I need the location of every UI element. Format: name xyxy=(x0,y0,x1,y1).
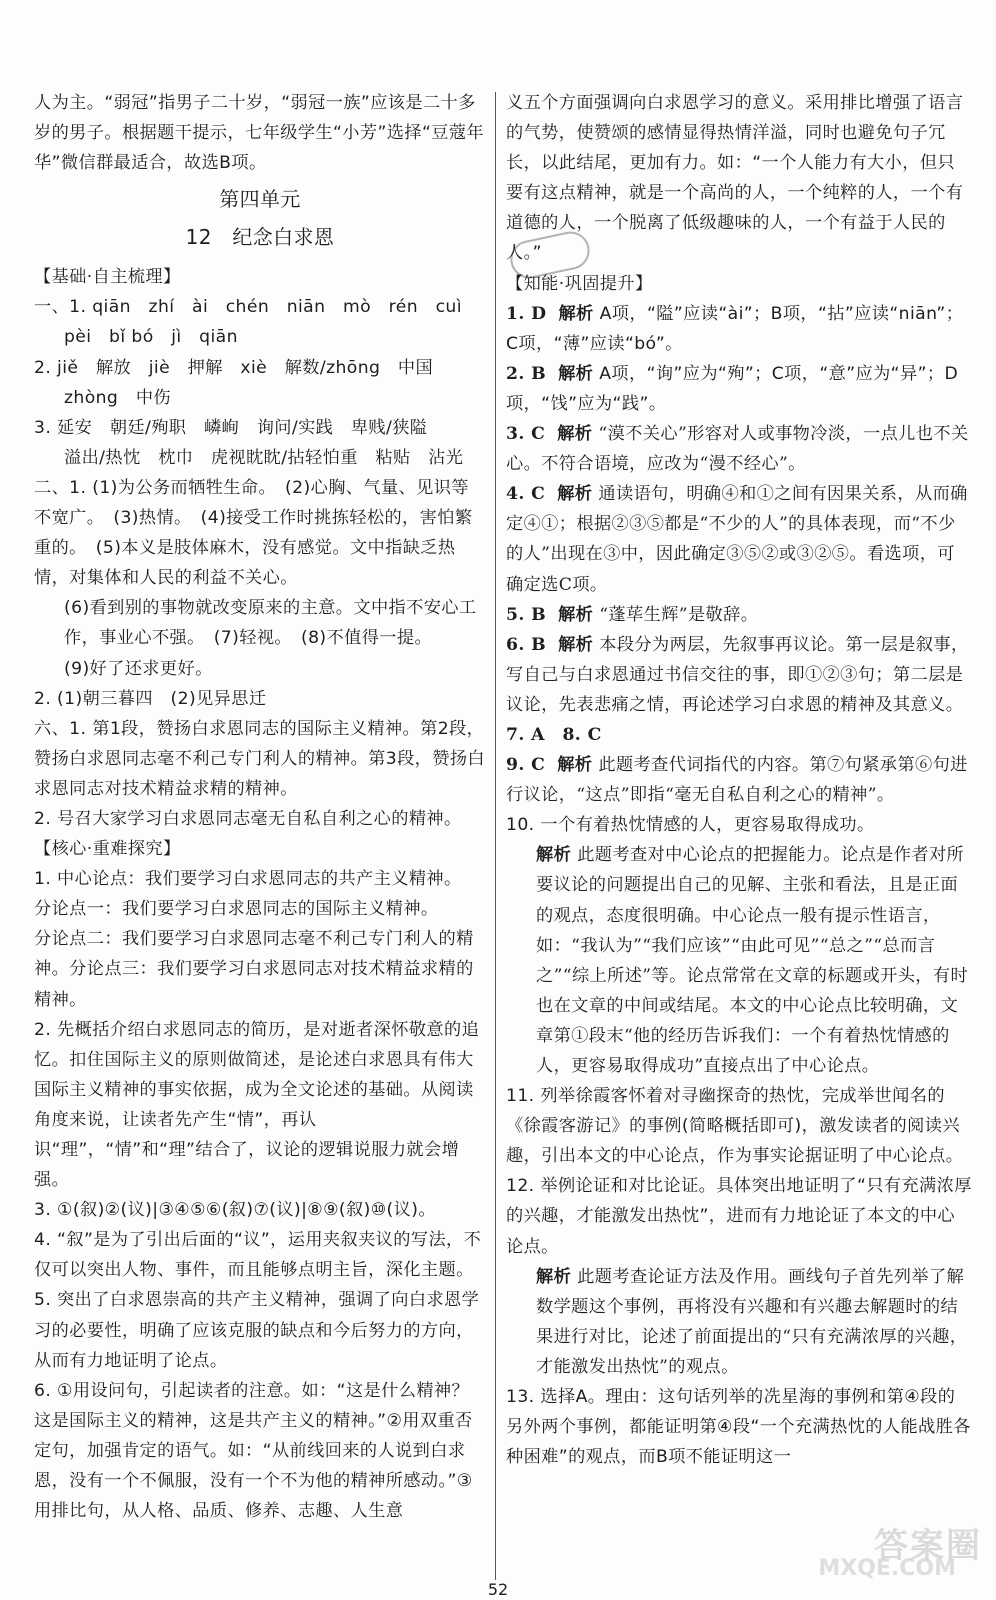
answer-item xyxy=(506,299,972,359)
column-divider xyxy=(495,92,496,1580)
section-heading-consolidate: 【 知能·巩固提升 】 xyxy=(506,269,972,299)
answer-text: “蓬荜生辉”是敬辞。 xyxy=(599,604,759,625)
answer-text: 本段分为两层，先叙事再议论。第一层是叙事，写自己与白求恩通过书信交往的事，即①②③句；第二层是议论，先表悲痛之情，再论述学习白求恩的精神及其意义。 xyxy=(506,634,969,715)
analysis-label: 解析 xyxy=(536,1266,572,1287)
section-heading-core: 【 核心·重难探究 】 xyxy=(34,834,486,864)
answer-line: 4. “叙”是为了引出后面的“议”，运用夹叙夹议的写法，不仅可以突出人物、事件，而且能够点明主旨，深化主题。 xyxy=(34,1230,482,1281)
answer-line: (9)好了还求更好。 xyxy=(64,658,213,679)
analysis-text: 此题考查对中心论点的把握能力。论点是作者对所要议论的问题提出自己的见解、主张和看法，且是正面的观点，态度很明确。中心论点一般有提示性语言，如：“我认为”“我们应该”“由此可见”“总之”“总而言之”“综上所述”等。论点常常在文章的标题或开头，有时也在文章的中间或结尾。本文的中心论点比较明确，文章第①段末“他的经历告诉我们：一个有着热忱情感的人，更容易取得成功”直接点出了中心论点。 xyxy=(536,845,969,1076)
watermark-logo: 答案圈 xyxy=(874,1526,982,1566)
answer-line: 分论点一：我们要学习白求恩同志的国际主义精神。 xyxy=(34,899,439,920)
answer-line: 6. ①用设问句，引起读者的注意。如：“这是什么精神？这是国际主义的精神，这是共产主义的精神。”②用双重否定句，加强肯定的语气。如：“从前线回来的人说到白求恩，没有一个不佩服，没有一个不为他的精神所感动。”③用排比句，从人格、品质、修养、志趣、人生意 xyxy=(34,1380,473,1522)
answer-text: A项，“询”应为“殉”；C项，“意”应为“异”；D项，“饯”应为“践”。 xyxy=(506,363,959,414)
answer-line: 1. 中心论点：我们要学习白求恩同志的共产主义精神。 xyxy=(34,869,462,890)
answer-12: 12. 举例论证和对比论证。具体突出地证明了“只有充满浓厚的兴趣，才能激发出热忱”，进而有力地论证了本文的中心论点。 xyxy=(506,1176,972,1257)
answer-line: pèi bǐ bó jì qiān xyxy=(64,327,238,348)
answer-number: 3. C xyxy=(506,424,546,445)
answer-item xyxy=(506,419,972,479)
analysis-label: 解析 xyxy=(558,634,594,655)
answer-text: “漠不关心”形容对人或事物冷淡，一点儿也不关心。不符合语境，应改为“漫不经心”。 xyxy=(506,424,969,475)
answer-line: 2. 先概括介绍白求恩同志的简历，是对逝者深怀敬意的追忆。扣住国际主义的原则做简述，是论述白求恩具有伟大国际主义精神的事实依据，成为全文论述的基础。从阅读角度来说，让读者先产生“情”，再认识“理”，“情”和“理”结合了，议论的逻辑说服力就会增强。 xyxy=(34,1019,480,1191)
answer-number: 5. B xyxy=(506,604,547,625)
answer-line: 二、1. (1)为公务而牺牲生命。 (2)心胸、气量、见识等不宽广。 (3)热情。 (4)接受工作时挑拣轻松的，害怕繁重的。 (5)本义是肢体麻木，没有感觉。文中指缺乏热情，对集体和人民的利益不关心。 xyxy=(34,477,473,589)
analysis-text: 此题考查论证方法及作用。画线句子首先列举了解数学题这个事例，再将没有兴趣和有兴趣去解题时的结果进行对比，论述了前面提出的“只有充满浓厚的兴趣，才能激发出热忱”的观点。 xyxy=(536,1266,968,1377)
page-number: 52 xyxy=(487,1580,509,1599)
answer-line: 分论点二：我们要学习白求恩同志毫不利己专门利人的精神。分论点三：我们要学习白求恩同志对技术精益求精的精神。 xyxy=(34,929,474,1010)
answer-item xyxy=(506,359,972,419)
answer-line: 3. 延安 朝廷/殉职 嶙峋 询问/实践 卑贱/狭隘 xyxy=(34,417,428,438)
answer-line: 一、1. qiān zhí ài chén niān mò rén cuì xyxy=(34,297,462,318)
answer-line: 2. (1)朝三暮四 (2)见异思迁 xyxy=(34,688,267,709)
answer-item xyxy=(506,600,972,630)
watermark-url: MXQE.COM xyxy=(818,1556,956,1581)
lesson-title: 12 纪念白求恩 xyxy=(185,225,335,250)
answer-item xyxy=(506,750,972,810)
answer-line: 2. jiě 解放 jiè 押解 xiè 解数/zhōng 中国 xyxy=(34,357,434,378)
continued-paragraph: 义五个方面强调向白求恩学习的意义。采用排比增强了语言的气势，使赞颂的感情显得热情洋溢，同时也避免句子冗长，以此结尾，更加有力。如：“一个人能力有大小，但只要有这点精神，就是一个高尚的人，一个纯粹的人，一个有道德的人，一个脱离了低级趣味的人，一个有益于人民的人。” xyxy=(506,93,964,264)
answer-number: 6. B xyxy=(506,634,547,655)
answer-line: (6)看到别的事物就改变原来的主意。文中指不安心工作，事业心不强。 (7)轻视。 (8)不值得一提。 xyxy=(64,598,477,649)
answer-13: 13. 选择A。理由：这句话列举的冼星海的事例和第④段的另外两个事例，都能证明第④段“一个充满热忱的人能战胜各种困难”的观点，而B项不能证明这一 xyxy=(506,1387,971,1468)
basics-list xyxy=(34,292,486,834)
answer-line: zhòng 中伤 xyxy=(64,387,171,408)
intro-paragraph: 人为主。“弱冠”指男子二十岁，“弱冠一族”应该是二十多岁的男子。根据题干提示，七年级学生“小芳”选择“豆蔻年华”微信群最适合，故选B项。 xyxy=(34,93,485,174)
answer-12-analysis xyxy=(506,1262,972,1382)
answer-text: 通读语句，明确④和①之间有因果关系，从而确定④①；根据②③⑤都是“不少的人”的具体表现，而“不少的人”出现在③中，因此确定③⑤②或③②⑤。看选项，可确定选C项。 xyxy=(506,484,968,595)
analysis-label: 解析 xyxy=(558,303,594,324)
answer-line: 2. 号召大家学习白求恩同志毫无自私自利之心的精神。 xyxy=(34,808,462,829)
answer-line: 3. ①(叙)②(议)|③④⑤⑥(叙)⑦(议)|⑧⑨(叙)⑩(议)。 xyxy=(34,1200,436,1221)
core-list xyxy=(34,864,486,1526)
answer-line: 溢出/热忱 枕巾 虎视眈眈/拈轻怕重 粘贴 沾光 xyxy=(64,447,464,468)
left-column xyxy=(34,88,486,1526)
analysis-label: 解析 xyxy=(558,604,594,625)
analysis-label: 解析 xyxy=(557,484,593,505)
answer-11: 11. 列举徐霞客怀着对寻幽探奇的热忱，完成举世闻名的《徐霞客游记》的事例(简略概括即可)，激发读者的阅读兴趣，引出本文的中心论点，作为事实论据证明了中心论点。 xyxy=(506,1086,964,1167)
answer-line-7-8: 7. A 8. C xyxy=(506,724,602,745)
analysis-label: 解析 xyxy=(557,424,593,445)
answer-10: 10. 一个有着热忱情感的人，更容易取得成功。 xyxy=(506,815,875,836)
answer-line: 六、1. 第1段，赞扬白求恩同志的国际主义精神。第2段，赞扬白求恩同志毫不利己专门利人的精神。第3段，赞扬白求恩同志对技术精益求精的精神。 xyxy=(34,718,486,799)
answer-item xyxy=(506,479,972,599)
analysis-label: 解析 xyxy=(536,845,572,866)
answer-number: 1. D xyxy=(506,303,547,324)
answer-line: 5. 突出了白求恩崇高的共产主义精神，强调了向白求恩学习的必要性，明确了应该克服的缺点和今后努力的方向，从而有力地证明了论点。 xyxy=(34,1290,480,1371)
answer-number: 4. C xyxy=(506,484,546,505)
right-column xyxy=(506,88,972,1472)
section-heading-basics: 【 基础·自主梳理 】 xyxy=(34,262,486,292)
unit-title: 第四单元 xyxy=(219,187,301,212)
answer-text: A项，“隘”应读“ài”；B项，“拈”应读“niān”；C项，“薄”应读“bó”。 xyxy=(506,303,964,354)
answer-10-analysis xyxy=(506,840,972,1081)
answer-item xyxy=(506,630,972,720)
answer-number: 9. C xyxy=(506,755,546,776)
answer-number: 2. B xyxy=(506,363,547,384)
analysis-label: 解析 xyxy=(557,755,593,776)
analysis-label: 解析 xyxy=(558,363,594,384)
answer-text: 此题考查代词指代的内容。第⑦句紧承第⑥句进行议论，“这点”即指“毫无自私自利之心的精神”。 xyxy=(506,755,968,806)
